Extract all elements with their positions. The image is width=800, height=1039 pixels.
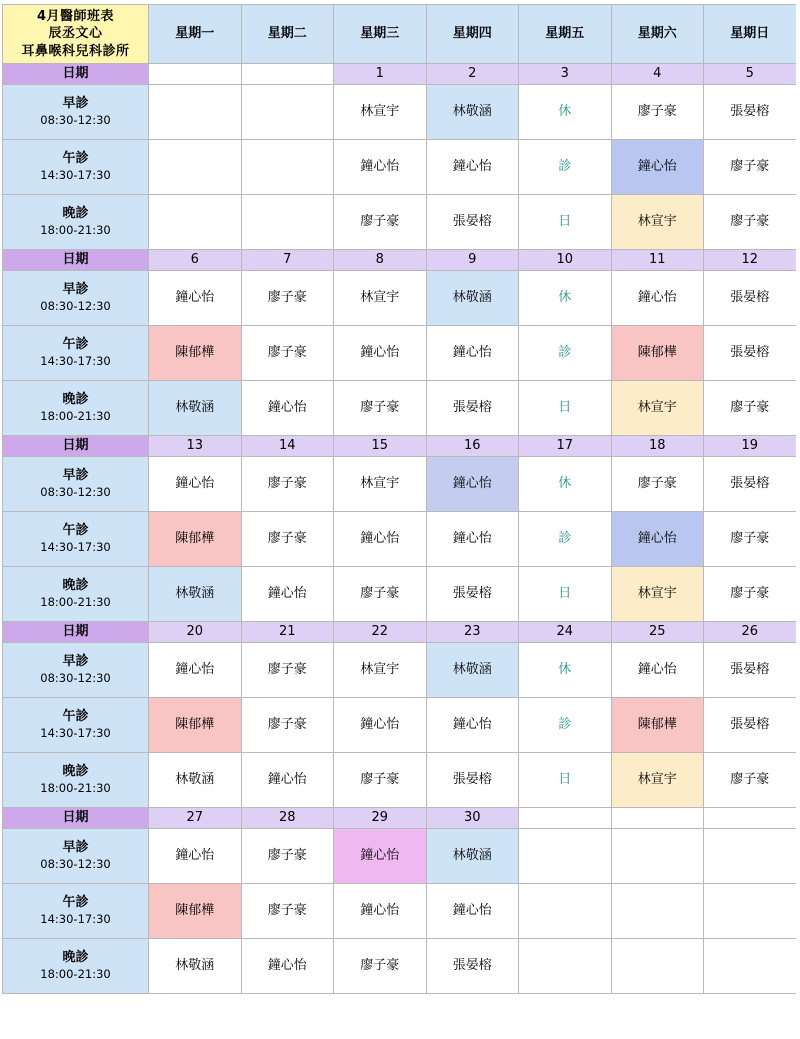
date-number: 13	[149, 436, 242, 457]
schedule-cell[interactable]: 日	[519, 381, 612, 436]
schedule-cell[interactable]: 鐘心怡	[334, 140, 427, 195]
schedule-cell[interactable]: 廖子豪	[704, 140, 797, 195]
session-time: 18:00-21:30	[40, 967, 111, 982]
schedule-cell[interactable]	[519, 829, 612, 884]
session-row	[3, 140, 797, 195]
session-name: 晚診	[62, 206, 89, 222]
schedule-cell[interactable]: 廖子豪	[334, 567, 427, 622]
schedule-cell[interactable]	[241, 195, 334, 250]
schedule-cell[interactable]: 診	[519, 326, 612, 381]
session-label	[3, 643, 149, 698]
schedule-cell[interactable]: 林敬涵	[149, 753, 242, 808]
date-label: 日期	[3, 622, 149, 643]
schedule-cell[interactable]: 鐘心怡	[611, 271, 704, 326]
session-time: 14:30-17:30	[40, 168, 111, 183]
session-name: 午診	[62, 709, 89, 725]
schedule-cell[interactable]: 陳郁樺	[149, 698, 242, 753]
date-label: 日期	[3, 250, 149, 271]
session-label	[3, 326, 149, 381]
schedule-cell[interactable]: 鐘心怡	[334, 829, 427, 884]
schedule-cell[interactable]: 林宣宇	[611, 567, 704, 622]
schedule-cell[interactable]: 林宣宇	[334, 643, 427, 698]
session-name: 晚診	[62, 764, 89, 780]
date-number	[611, 808, 704, 829]
date-number	[704, 808, 797, 829]
schedule-cell[interactable]: 日	[519, 195, 612, 250]
doctor-schedule-table	[2, 4, 797, 994]
session-row	[3, 512, 797, 567]
date-number: 10	[519, 250, 612, 271]
schedule-cell[interactable]: 陳郁樺	[149, 326, 242, 381]
date-label: 日期	[3, 808, 149, 829]
date-row	[3, 622, 797, 643]
schedule-cell[interactable]: 廖子豪	[241, 698, 334, 753]
session-row	[3, 271, 797, 326]
date-label: 日期	[3, 436, 149, 457]
date-number: 8	[334, 250, 427, 271]
schedule-cell[interactable]: 鐘心怡	[426, 326, 519, 381]
schedule-cell[interactable]: 張晏榕	[426, 195, 519, 250]
date-number: 25	[611, 622, 704, 643]
session-row	[3, 457, 797, 512]
schedule-cell[interactable]: 陳郁樺	[611, 326, 704, 381]
schedule-cell[interactable]: 鐘心怡	[241, 753, 334, 808]
session-row	[3, 643, 797, 698]
page-edge	[796, 4, 800, 1039]
schedule-cell[interactable]: 鐘心怡	[241, 939, 334, 994]
session-label	[3, 457, 149, 512]
date-number: 1	[334, 64, 427, 85]
schedule-cell[interactable]: 鐘心怡	[611, 140, 704, 195]
schedule-cell[interactable]: 林宣宇	[611, 195, 704, 250]
session-time: 18:00-21:30	[40, 595, 111, 610]
session-row	[3, 567, 797, 622]
schedule-cell[interactable]: 張晏榕	[704, 85, 797, 140]
schedule-cell[interactable]: 診	[519, 698, 612, 753]
schedule-cell[interactable]: 廖子豪	[611, 85, 704, 140]
clinic-title-line-1: 4月醫師班表	[36, 8, 115, 24]
schedule-cell[interactable]: 鐘心怡	[334, 884, 427, 939]
session-name: 晚診	[62, 578, 89, 594]
schedule-cell[interactable]: 鐘心怡	[241, 381, 334, 436]
date-number: 22	[334, 622, 427, 643]
schedule-cell[interactable]: 廖子豪	[611, 457, 704, 512]
session-time: 08:30-12:30	[40, 671, 111, 686]
session-label	[3, 884, 149, 939]
session-time: 14:30-17:30	[40, 354, 111, 369]
schedule-cell[interactable]: 張晏榕	[704, 698, 797, 753]
schedule-cell[interactable]: 鐘心怡	[149, 457, 242, 512]
header-row	[3, 5, 797, 64]
schedule-cell[interactable]: 林敬涵	[426, 85, 519, 140]
date-number: 17	[519, 436, 612, 457]
schedule-cell[interactable]: 廖子豪	[704, 753, 797, 808]
schedule-cell[interactable]: 張晏榕	[426, 381, 519, 436]
schedule-cell[interactable]	[519, 939, 612, 994]
session-row	[3, 698, 797, 753]
schedule-cell[interactable]: 張晏榕	[704, 643, 797, 698]
schedule-cell[interactable]	[519, 884, 612, 939]
schedule-cell[interactable]	[149, 140, 242, 195]
session-row	[3, 884, 797, 939]
session-time: 14:30-17:30	[40, 540, 111, 555]
weekday-header: 星期六	[611, 5, 704, 64]
date-number: 19	[704, 436, 797, 457]
session-label	[3, 567, 149, 622]
schedule-cell[interactable]: 日	[519, 567, 612, 622]
schedule-cell[interactable]	[704, 884, 797, 939]
schedule-cell[interactable]: 林敬涵	[149, 381, 242, 436]
session-time: 18:00-21:30	[40, 409, 111, 424]
schedule-cell[interactable]: 林敬涵	[426, 271, 519, 326]
clinic-title-line-2: 辰丞文心	[48, 26, 103, 42]
session-time: 08:30-12:30	[40, 113, 111, 128]
date-number	[519, 808, 612, 829]
date-number: 3	[519, 64, 612, 85]
date-row	[3, 808, 797, 829]
schedule-cell[interactable]: 林宣宇	[334, 85, 427, 140]
weekday-header: 星期四	[426, 5, 519, 64]
session-row	[3, 85, 797, 140]
schedule-cell[interactable]	[704, 939, 797, 994]
schedule-cell[interactable]: 林宣宇	[611, 381, 704, 436]
schedule-cell[interactable]: 鐘心怡	[241, 567, 334, 622]
schedule-cell[interactable]: 鐘心怡	[426, 884, 519, 939]
session-time: 18:00-21:30	[40, 223, 111, 238]
clinic-title	[3, 5, 149, 64]
schedule-cell[interactable]: 廖子豪	[704, 195, 797, 250]
schedule-cell[interactable]: 鐘心怡	[611, 643, 704, 698]
session-row	[3, 829, 797, 884]
schedule-sheet	[0, 4, 800, 994]
schedule-cell[interactable]: 鐘心怡	[426, 698, 519, 753]
date-label: 日期	[3, 64, 149, 85]
schedule-cell[interactable]: 鐘心怡	[334, 326, 427, 381]
session-name: 午診	[62, 151, 89, 167]
session-name: 午診	[62, 895, 89, 911]
schedule-cell[interactable]	[611, 884, 704, 939]
schedule-cell[interactable]: 廖子豪	[241, 512, 334, 567]
date-row	[3, 250, 797, 271]
date-number: 4	[611, 64, 704, 85]
session-row	[3, 195, 797, 250]
schedule-cell[interactable]: 鐘心怡	[426, 512, 519, 567]
session-label	[3, 85, 149, 140]
date-number: 12	[704, 250, 797, 271]
session-name: 早診	[62, 96, 89, 112]
schedule-cell[interactable]: 廖子豪	[334, 381, 427, 436]
weekday-header: 星期五	[519, 5, 612, 64]
weekday-header: 星期二	[241, 5, 334, 64]
session-label	[3, 939, 149, 994]
schedule-cell[interactable]: 張晏榕	[426, 939, 519, 994]
date-number: 5	[704, 64, 797, 85]
schedule-cell[interactable]: 休	[519, 85, 612, 140]
date-number: 15	[334, 436, 427, 457]
schedule-cell[interactable]: 林敬涵	[426, 643, 519, 698]
schedule-cell[interactable]: 廖子豪	[704, 381, 797, 436]
schedule-cell[interactable]: 廖子豪	[241, 643, 334, 698]
schedule-cell[interactable]	[241, 85, 334, 140]
schedule-cell[interactable]: 張晏榕	[704, 271, 797, 326]
schedule-cell[interactable]: 廖子豪	[241, 829, 334, 884]
schedule-cell[interactable]: 張晏榕	[426, 753, 519, 808]
session-name: 晚診	[62, 950, 89, 966]
date-number: 16	[426, 436, 519, 457]
session-time: 14:30-17:30	[40, 912, 111, 927]
session-row	[3, 753, 797, 808]
schedule-cell[interactable]: 陳郁樺	[611, 698, 704, 753]
schedule-cell[interactable]: 廖子豪	[334, 195, 427, 250]
schedule-cell[interactable]: 張晏榕	[704, 457, 797, 512]
schedule-cell[interactable]: 廖子豪	[241, 884, 334, 939]
date-number: 7	[241, 250, 334, 271]
session-label	[3, 271, 149, 326]
date-number	[241, 64, 334, 85]
schedule-cell[interactable]: 張晏榕	[704, 326, 797, 381]
session-row	[3, 381, 797, 436]
schedule-cell[interactable]: 診	[519, 140, 612, 195]
date-number: 30	[426, 808, 519, 829]
session-name: 午診	[62, 523, 89, 539]
schedule-cell[interactable]	[149, 85, 242, 140]
schedule-cell[interactable]: 廖子豪	[704, 512, 797, 567]
date-number: 26	[704, 622, 797, 643]
weekday-header: 星期三	[334, 5, 427, 64]
schedule-cell[interactable]: 鐘心怡	[149, 643, 242, 698]
schedule-cell[interactable]: 廖子豪	[334, 753, 427, 808]
session-time: 08:30-12:30	[40, 485, 111, 500]
session-label	[3, 753, 149, 808]
schedule-cell[interactable]	[149, 195, 242, 250]
date-row	[3, 64, 797, 85]
date-number: 18	[611, 436, 704, 457]
weekday-header: 星期日	[704, 5, 797, 64]
session-time: 14:30-17:30	[40, 726, 111, 741]
schedule-cell[interactable]: 廖子豪	[241, 326, 334, 381]
schedule-cell[interactable]: 陳郁樺	[149, 512, 242, 567]
schedule-cell[interactable]	[611, 939, 704, 994]
session-label	[3, 381, 149, 436]
date-number: 29	[334, 808, 427, 829]
session-name: 早診	[62, 840, 89, 856]
session-time: 08:30-12:30	[40, 857, 111, 872]
schedule-cell[interactable]: 鐘心怡	[149, 829, 242, 884]
date-number: 20	[149, 622, 242, 643]
schedule-cell[interactable]: 廖子豪	[241, 271, 334, 326]
date-number: 6	[149, 250, 242, 271]
date-number: 11	[611, 250, 704, 271]
session-label	[3, 195, 149, 250]
schedule-cell[interactable]	[241, 140, 334, 195]
schedule-cell[interactable]: 林敬涵	[149, 939, 242, 994]
date-number: 23	[426, 622, 519, 643]
session-row	[3, 939, 797, 994]
session-label	[3, 512, 149, 567]
session-label	[3, 698, 149, 753]
date-number: 14	[241, 436, 334, 457]
date-row	[3, 436, 797, 457]
schedule-cell[interactable]: 鐘心怡	[334, 512, 427, 567]
schedule-cell[interactable]: 鐘心怡	[611, 512, 704, 567]
schedule-cell[interactable]: 張晏榕	[426, 567, 519, 622]
date-number: 9	[426, 250, 519, 271]
date-number: 28	[241, 808, 334, 829]
schedule-cell[interactable]: 診	[519, 512, 612, 567]
date-number: 21	[241, 622, 334, 643]
date-number: 24	[519, 622, 612, 643]
schedule-cell[interactable]: 廖子豪	[704, 567, 797, 622]
schedule-cell[interactable]: 林宣宇	[334, 271, 427, 326]
session-name: 早診	[62, 468, 89, 484]
schedule-cell[interactable]	[704, 829, 797, 884]
clinic-title-line-3: 耳鼻喉科兒科診所	[21, 43, 130, 59]
weekday-header: 星期一	[149, 5, 242, 64]
session-label	[3, 140, 149, 195]
date-number	[149, 64, 242, 85]
session-label	[3, 829, 149, 884]
schedule-cell[interactable]: 鐘心怡	[426, 457, 519, 512]
session-name: 午診	[62, 337, 89, 353]
schedule-cell[interactable]: 鐘心怡	[426, 140, 519, 195]
session-name: 早診	[62, 654, 89, 670]
session-name: 早診	[62, 282, 89, 298]
schedule-cell[interactable]: 陳郁樺	[149, 884, 242, 939]
date-number: 2	[426, 64, 519, 85]
schedule-cell[interactable]: 鐘心怡	[149, 271, 242, 326]
schedule-cell[interactable]: 日	[519, 753, 612, 808]
schedule-cell[interactable]: 林宣宇	[334, 457, 427, 512]
schedule-cell[interactable]: 休	[519, 457, 612, 512]
schedule-cell[interactable]: 林宣宇	[611, 753, 704, 808]
schedule-cell[interactable]: 林敬涵	[149, 567, 242, 622]
schedule-cell[interactable]: 休	[519, 643, 612, 698]
session-time: 18:00-21:30	[40, 781, 111, 796]
schedule-cell[interactable]: 鐘心怡	[334, 698, 427, 753]
schedule-cell[interactable]: 林敬涵	[426, 829, 519, 884]
schedule-cell[interactable]: 廖子豪	[241, 457, 334, 512]
schedule-cell[interactable]: 廖子豪	[334, 939, 427, 994]
session-time: 08:30-12:30	[40, 299, 111, 314]
schedule-cell[interactable]: 休	[519, 271, 612, 326]
session-row	[3, 326, 797, 381]
schedule-cell[interactable]	[611, 829, 704, 884]
session-name: 晚診	[62, 392, 89, 408]
date-number: 27	[149, 808, 242, 829]
